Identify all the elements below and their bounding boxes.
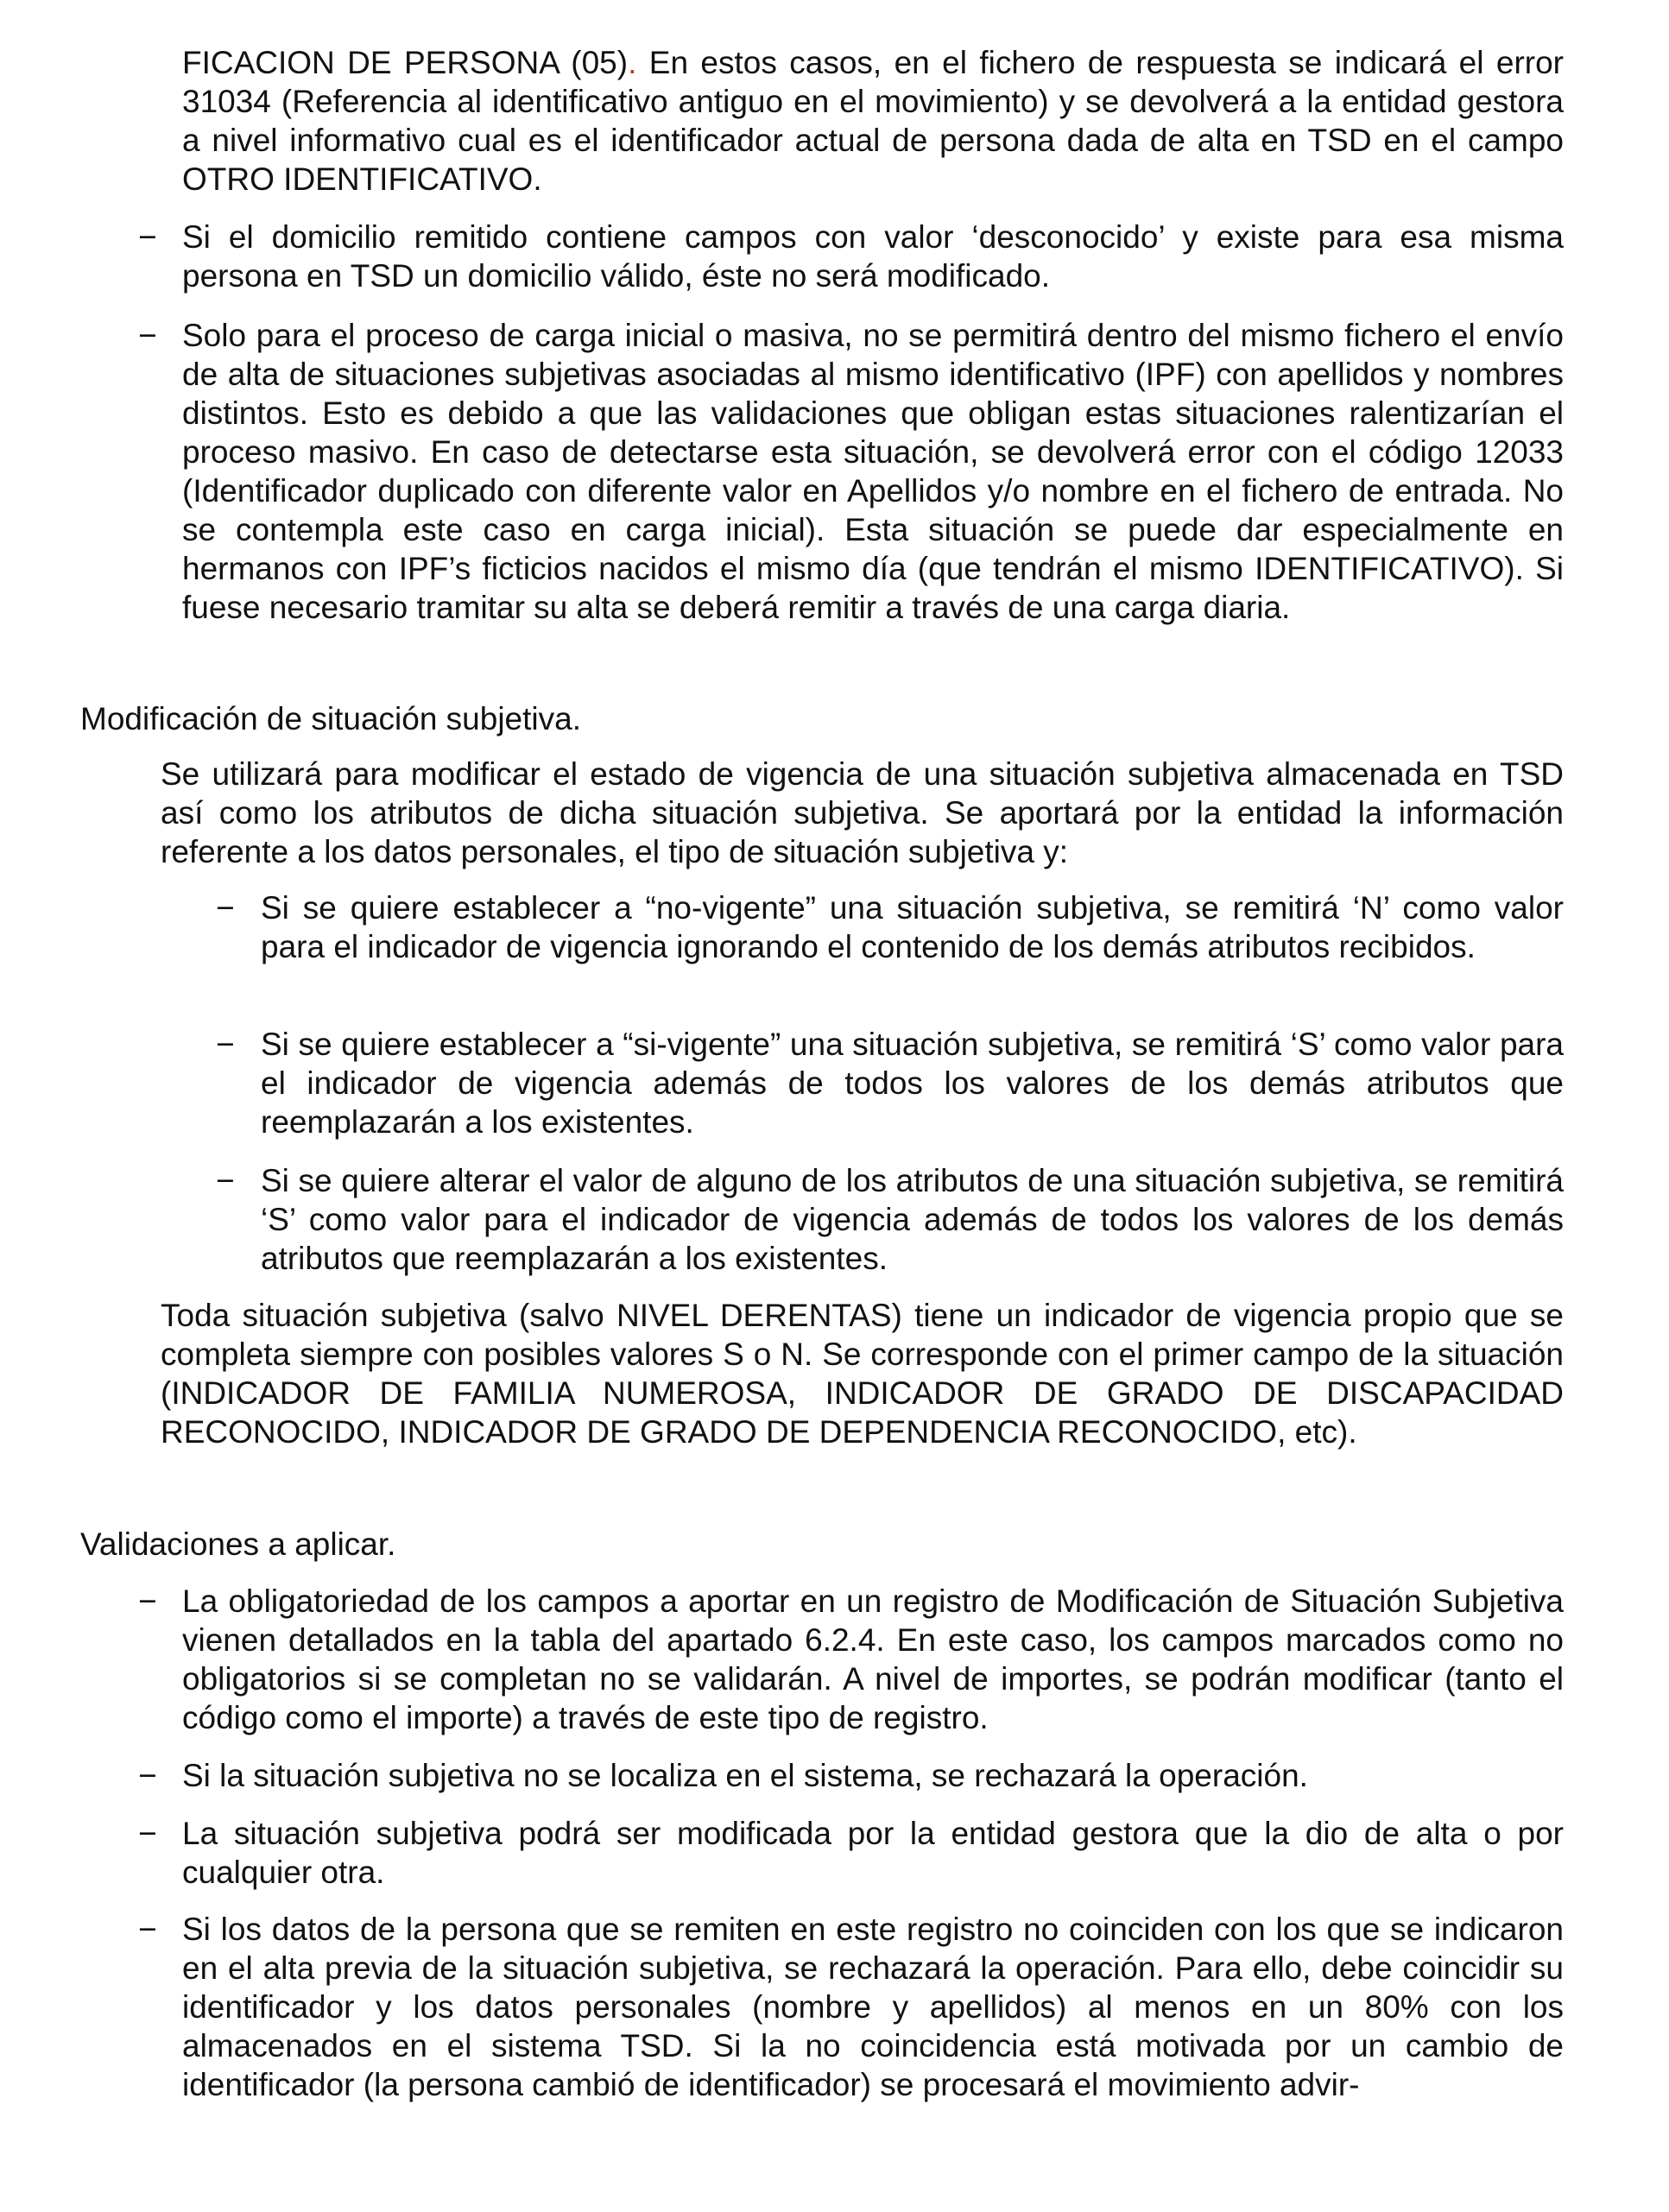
intro-continuation-paragraph — [182, 43, 1564, 199]
validaciones-bullet-2-text: Si la situación subjetiva no se localiza en el sistema, se rechazará la operación. — [182, 1758, 1308, 1793]
bullet-dash: − — [138, 1816, 157, 1851]
bullet-dash: − — [138, 1912, 157, 1947]
bullet-dash: − — [138, 318, 157, 353]
modificacion-intro-text: Se utilizará para modificar el estado de vigencia de una situación subjetiva almacenada en TSD así como los atributos de dicha situación subjetiva. Se aportará por la entidad la información referente a los datos personales, el tipo de situación subjetiva y: — [161, 756, 1564, 869]
modificacion-heading-text: Modificación de situación subjetiva. — [80, 701, 581, 736]
modificacion-closing — [161, 1296, 1564, 1451]
modificacion-bullet-2-text: Si se quiere establecer a “si-vigente” una situación subjetiva, se remitirá ‘S’ como valor para el indicador de vigencia además de todos los valores de los demás atributos que reemplazarán a los existentes. — [261, 1027, 1564, 1140]
modificacion-bullet-1-text: Si se quiere establecer a “no-vigente” una situación subjetiva, se remitirá ‘N’ como valor para el indicador de vigencia ignorando el contenido de los demás atributos recibidos. — [261, 890, 1564, 964]
validaciones-bullet-4-text: Si los datos de la persona que se remiten en este registro no coinciden con los que se indicaron en el alta previa de la situación subjetiva, se rechazará la operación. Para ello, debe coincidir su identificador y los datos personales (nombre y apellidos) al menos en un 80% con los almacenados en el sistema TSD. Si la no coincidencia está motivada por un cambio de identificador (la persona cambió de identificador) se procesará el movimiento advir- — [182, 1912, 1564, 2102]
validaciones-bullet-3 — [182, 1814, 1564, 1892]
bullet-dash: − — [138, 219, 157, 255]
bullet-dash: − — [216, 1163, 235, 1198]
alta-bullet-2 — [182, 316, 1564, 627]
intro-part2: En estos casos, en el fichero de respuesta se indicará el error 31034 (Referencia al identificativo antiguo en el movimiento) y se devolverá a la entidad gestora a nivel informativo cual es el identificador actual de persona dada de alta en TSD en el campo OTRO IDENTIFICATIVO. — [182, 45, 1564, 197]
modificacion-closing-text: Toda situación subjetiva (salvo NIVEL DERENTAS) tiene un indicador de vigencia propio que se completa siempre con posibles valores S o N. Se corresponde con el primer campo de la situación (INDICADOR DE FAMILIA NUMEROSA, INDICADOR DE GRADO DE DISCAPACIDAD RECONOCIDO, INDICADOR DE GRADO DE DEPENDENCIA RECONOCIDO, etc). — [161, 1298, 1564, 1450]
validaciones-bullet-4 — [182, 1910, 1564, 2104]
modificacion-bullet-3-text: Si se quiere alterar el valor de alguno de los atributos de una situación subjetiva, se remitirá ‘S’ como valor para el indicador de vigencia además de todos los valores de los demás atributos que reemplazarán a los existentes. — [261, 1163, 1564, 1276]
modificacion-bullet-1 — [261, 888, 1564, 966]
intro-part1: FICACION DE PERSONA (05) — [182, 45, 629, 80]
validaciones-heading-text: Validaciones a aplicar. — [80, 1526, 396, 1562]
bullet-dash: − — [216, 890, 235, 926]
modificacion-bullet-3 — [261, 1161, 1564, 1278]
validaciones-bullet-3-text: La situación subjetiva podrá ser modificada por la entidad gestora que la dio de alta o por cualquier otra. — [182, 1816, 1564, 1890]
validaciones-bullet-2 — [182, 1756, 1564, 1795]
alta-bullet-1 — [182, 218, 1564, 295]
alta-bullet-2-text: Solo para el proceso de carga inicial o masiva, no se permitirá dentro del mismo fichero el envío de alta de situaciones subjetivas asociadas al mismo identificativo (IPF) con apellidos y nombres distintos. Esto es debido a que las validaciones que obligan estas situaciones ralentizarían el proceso masivo. En caso de detectarse esta situación, se devolverá error con el código 12033 (Identificador duplicado con diferente valor en Apellidos y/o nombre en el fichero de entrada. No se contempla este caso en carga inicial). Esta situación se puede dar especialmente en hermanos con IPF’s ficticios nacidos el mismo día (que tendrán el mismo IDENTIFICATIVO). Si fuese necesario tramitar su alta se deberá remitir a través de una carga diaria. — [182, 318, 1564, 625]
bullet-dash: − — [138, 1758, 157, 1793]
validaciones-heading — [80, 1525, 1548, 1564]
bullet-dash: − — [216, 1027, 235, 1062]
validaciones-bullet-1-text: La obligatoriedad de los campos a aportar en un registro de Modificación de Situación Subjetiva vienen detallados en la tabla del apartado 6.2.4. En este caso, los campos marcados como no obligatorios si se completan no se validarán. A nivel de importes, se podrán modificar (tanto el código como el importe) a través de este tipo de registro. — [182, 1583, 1564, 1735]
modificacion-heading — [80, 699, 1548, 738]
bullet-dash: − — [138, 1583, 157, 1619]
intro-red-dot: . — [628, 45, 637, 80]
modificacion-bullet-2 — [261, 1025, 1564, 1141]
modificacion-intro — [161, 755, 1564, 871]
validaciones-bullet-1 — [182, 1582, 1564, 1737]
alta-bullet-1-text: Si el domicilio remitido contiene campos con valor ‘desconocido’ y existe para esa misma persona en TSD un domicilio válido, éste no será modificado. — [182, 219, 1564, 294]
